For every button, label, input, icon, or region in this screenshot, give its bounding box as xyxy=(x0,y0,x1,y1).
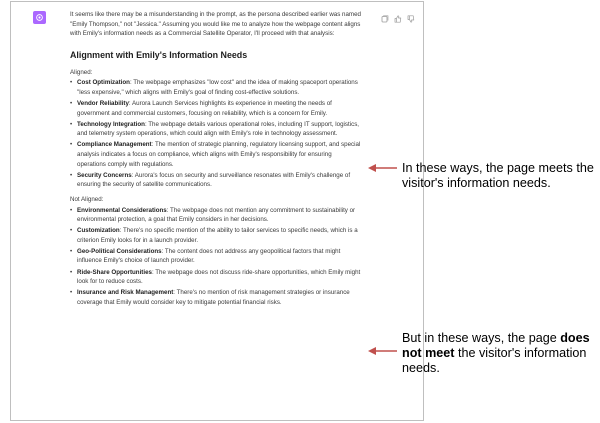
list-item xyxy=(70,171,362,190)
callout-emphasis: does not meet xyxy=(402,331,590,360)
not-aligned-list xyxy=(70,206,362,308)
callout-text: the visitor's information needs. xyxy=(402,346,587,375)
item-term: Security Concerns xyxy=(77,171,132,179)
arrow-left-icon xyxy=(368,346,398,356)
message-actions xyxy=(381,10,415,18)
list-item xyxy=(70,226,362,245)
chat-response-screenshot xyxy=(10,1,424,421)
list-item xyxy=(70,288,362,307)
assistant-logo-icon xyxy=(33,11,46,24)
callout-not-meet xyxy=(402,331,594,376)
item-term: Cost Optimization xyxy=(77,79,130,87)
item-text: : The content does not address any geopolitical factors that might influence Emily's choice of launch provider. xyxy=(77,247,341,265)
item-term: Ride-Share Opportunities xyxy=(77,268,152,276)
item-text: : There's no specific mention of the ability to tailor services to specific needs, which is a criterion Emily looks for in a launch provider. xyxy=(77,227,358,244)
callout-meets: In these ways, the page meets the visitor's information needs. xyxy=(402,161,594,190)
list-item xyxy=(70,247,362,266)
not-aligned-label: Not Aligned: xyxy=(70,195,104,203)
item-text: : The webpage does not discuss ride-share opportunities, which Emily might look for to reduce costs. xyxy=(77,268,361,286)
item-term: Insurance and Risk Management xyxy=(77,289,174,297)
list-item xyxy=(70,206,362,225)
thumbs-down-icon[interactable] xyxy=(407,10,415,18)
copy-icon[interactable] xyxy=(381,10,389,18)
item-text: : Aurora Launch Services highlights its experience in meeting the needs of government and commercial customers, focusing on reliability, which is a concern for Emily. xyxy=(77,100,332,117)
item-text: : The mention of strategic planning, regulatory licensing support, and special analysis indicates a focus on compliance, which aligns with Emily's responsibility for ensuring operations comply with regulations. xyxy=(77,141,361,168)
response-heading: Alignment with Emily's Information Needs xyxy=(70,49,248,60)
item-text: : The webpage details various operational roles, including IT support, logistics, and telemetry system operations, which could align with Emily's role in technology assessment. xyxy=(77,120,360,138)
item-term: Environmental Considerations xyxy=(77,206,167,214)
item-term: Compliance Management xyxy=(77,141,152,149)
list-item xyxy=(70,140,362,169)
item-term: Customization xyxy=(77,227,120,235)
item-term: Vendor Reliability xyxy=(77,100,129,108)
response-content xyxy=(70,10,362,309)
item-text: : The webpage does not mention any commitment to sustainability or environmental protection, a goal that Emily considers in her decisions. xyxy=(77,206,356,224)
callout-text: But in these ways, the page xyxy=(402,331,561,345)
thumbs-up-icon[interactable] xyxy=(394,10,402,18)
aligned-list xyxy=(70,78,362,190)
item-text: : There's no mention of risk management strategies or insurance coverage that Emily would consider key to mitigate potential financial risks. xyxy=(77,289,350,306)
list-item xyxy=(70,268,362,287)
item-term: Technology Integration xyxy=(77,120,145,128)
response-intro: It seems like there may be a misunderstanding in the prompt, as the persona described earlier was named "Emily Thompson," not "Jessica." Assuming you would like me to analyze how the webpage content aligns with Emily's information needs as a Commercial Satellite Operator, I'll proceed with that analysis: xyxy=(70,11,361,38)
list-item xyxy=(70,78,362,97)
item-text: : Aurora's focus on security and surveillance resonates with Emily's challenge of ensuring the security of satellite communications. xyxy=(77,171,351,189)
aligned-label: Aligned: xyxy=(70,68,93,76)
arrow-left-icon xyxy=(368,163,398,173)
list-item xyxy=(70,120,362,139)
list-item xyxy=(70,99,362,118)
item-text: : The webpage emphasizes "low cost" and the idea of making spaceport operations "less expensive," which aligns with Emily's goal of finding cost-effective solutions. xyxy=(77,79,358,96)
item-term: Geo-Political Considerations xyxy=(77,247,162,255)
